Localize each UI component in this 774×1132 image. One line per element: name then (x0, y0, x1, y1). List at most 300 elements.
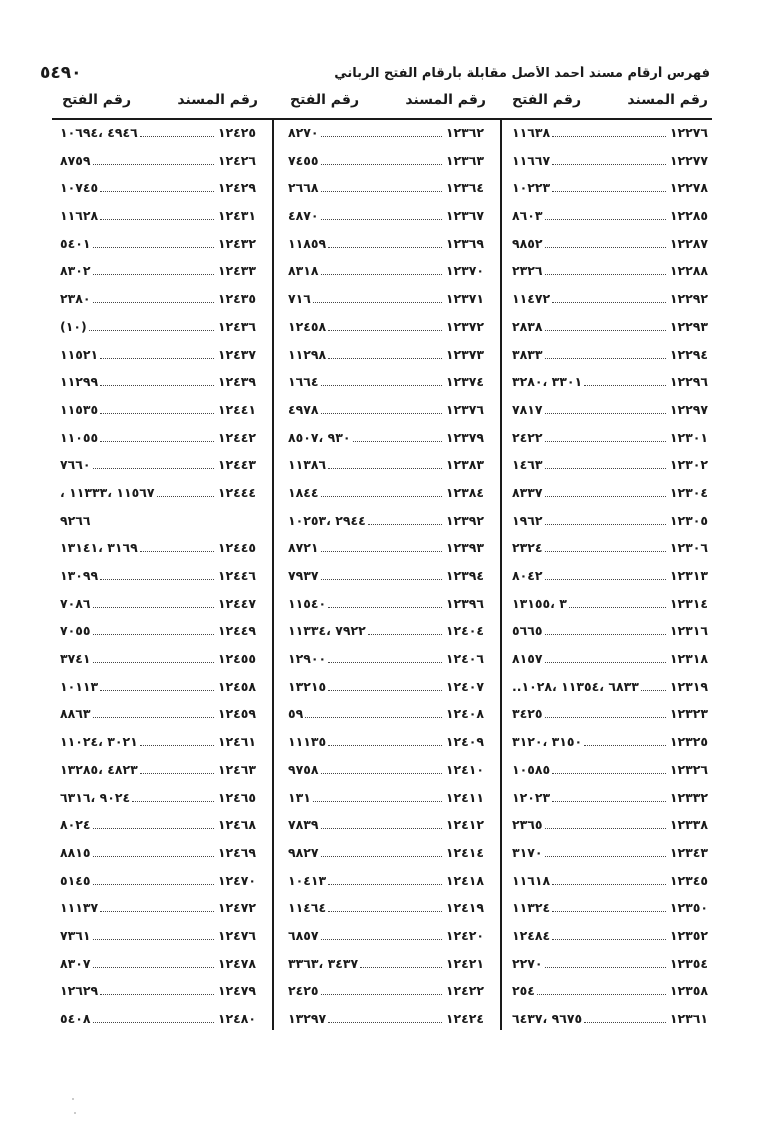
index-row (60, 895, 260, 923)
dot-leader (321, 164, 442, 165)
index-row (288, 175, 488, 203)
dot-leader (93, 468, 214, 469)
musnad-number: ١٢٤٢٤ (445, 1011, 484, 1026)
index-row (512, 923, 712, 951)
column-header-right (512, 92, 708, 116)
index-row (60, 425, 260, 453)
dot-leader (100, 385, 214, 386)
dot-leader (545, 441, 666, 442)
dot-leader (93, 164, 214, 165)
dot-leader (328, 358, 442, 359)
dot-leader (100, 413, 214, 414)
fath-number: ٢٦٦٨ (288, 180, 319, 196)
dot-leader (89, 330, 214, 331)
index-row (288, 480, 488, 508)
dot-leader (545, 274, 666, 275)
musnad-number: ١٢٤٣١ (217, 208, 256, 224)
dot-leader (552, 884, 666, 885)
dot-leader (93, 717, 214, 718)
musnad-number: ١٢٤١٨ (445, 872, 484, 888)
musnad-number: ١٢٣٧١ (445, 291, 484, 307)
musnad-number: ١٢٣٨٤ (445, 484, 484, 500)
musnad-number: ١٢٣١٤ (669, 595, 708, 611)
musnad-number: ١٢٤٧٩ (217, 983, 256, 999)
fath-number: ١١٤٧٢ (512, 291, 551, 307)
musnad-number: ١٢٢٩٢ (669, 291, 708, 307)
index-row (60, 563, 260, 591)
dot-leader (545, 468, 666, 469)
musnad-number: ١٢٣٩٢ (445, 512, 484, 528)
musnad-number: ١٢٣٠٥ (669, 512, 708, 528)
header-fath-label: رقم الفتح (290, 92, 360, 108)
dot-leader (545, 496, 666, 497)
fath-number: ٧٨١٧ (512, 401, 543, 417)
musnad-number: ١٢٣١٣ (669, 568, 708, 583)
dot-leader (328, 607, 442, 608)
index-row (512, 563, 712, 591)
musnad-number: ١٢٤٦٣ (217, 761, 256, 777)
musnad-number: ١٢٤٧٦ (217, 927, 256, 943)
index-row (512, 618, 712, 646)
musnad-number: ١٢٤٠٧ (445, 678, 484, 694)
dot-leader (321, 994, 442, 995)
index-row (288, 757, 488, 785)
index-row (512, 480, 712, 508)
fath-number: (١٠) (60, 318, 87, 334)
dot-leader (328, 468, 442, 469)
index-row (288, 231, 488, 259)
fath-number: ١٢٦٢٩ (60, 983, 99, 999)
index-column-right (512, 120, 712, 1030)
musnad-number: ١٢٤٠٦ (445, 651, 484, 667)
index-row (512, 231, 712, 259)
index-row (288, 314, 488, 342)
index-row (288, 425, 488, 453)
index-row (288, 563, 488, 591)
musnad-number: ١٢٣٣٨ (669, 817, 708, 833)
index-row (512, 314, 712, 342)
fath-number: ٩٢٦٦ (60, 512, 91, 528)
fath-number: ١١١٣٥ (288, 734, 327, 750)
musnad-number: ١٢٣١٨ (669, 651, 708, 667)
dot-leader (93, 247, 214, 248)
dot-leader (313, 801, 442, 802)
fath-number: ٧٨٣٩ (288, 817, 319, 833)
fath-number: ١١٦٣٨ (512, 125, 551, 140)
index-row (60, 535, 260, 563)
index-row (288, 923, 488, 951)
fath-number: ٧٩٢٢ ،١١٣٣٤ (288, 623, 366, 639)
dot-leader (545, 662, 666, 663)
musnad-number: ١٢٤١٠ (445, 761, 484, 777)
index-row (512, 342, 712, 370)
fath-number: ١١٢٩٨ (288, 346, 327, 362)
dot-leader (321, 828, 442, 829)
index-row (512, 812, 712, 840)
musnad-number: ١٢٣٩٦ (445, 595, 484, 611)
musnad-number: ١٢٤٣٣ (217, 263, 256, 279)
musnad-number: ١٢٤٢٥ (217, 125, 256, 140)
dot-leader (321, 191, 442, 192)
index-row (288, 286, 488, 314)
dot-leader (545, 551, 666, 552)
fath-number: ١١٥٤٠ (288, 595, 327, 611)
dot-leader (545, 717, 666, 718)
running-title: فهرس أرقام مسند أحمد الأصل مقابلة بأرقام الفتح الرباني (334, 66, 710, 81)
musnad-number: ١٢٤٥٥ (217, 651, 256, 667)
index-row (512, 840, 712, 868)
musnad-number: ١٢٣٦٤ (445, 180, 484, 196)
header-musnad-label: رقم المسند (627, 92, 708, 108)
musnad-number: ١٢٤٨٠ (217, 1011, 256, 1026)
fath-number: ٨١٥٧ (512, 651, 543, 667)
dot-leader (552, 136, 666, 137)
musnad-number: ١٢٣٥٨ (669, 983, 708, 999)
musnad-number: ١٢٤٤١ (217, 401, 256, 417)
fath-number: ٢٢٧٠ (512, 955, 543, 971)
index-row (512, 1006, 712, 1034)
index-row (60, 591, 260, 619)
fath-number: ٨٧٢١ (288, 540, 319, 556)
fath-number: ٧٣٦١ (60, 927, 91, 943)
musnad-number: ١٢٣٥٢ (669, 927, 708, 943)
musnad-number: ١٢٣٤٣ (669, 844, 708, 860)
musnad-number: ١٢٣٧٣ (445, 346, 484, 362)
dot-leader (321, 274, 442, 275)
musnad-number: ١٢٣٧٤ (445, 374, 484, 390)
index-row (60, 840, 260, 868)
index-row (512, 895, 712, 923)
index-row (288, 674, 488, 702)
index-row (512, 591, 712, 619)
musnad-number: ١٢٤١١ (445, 789, 484, 805)
fath-number: ٨٨٦٣ (60, 706, 91, 722)
dot-leader (552, 939, 666, 940)
musnad-number: ١٢٣٦٢ (445, 125, 484, 140)
musnad-number: ١٢٣٣٢ (669, 789, 708, 805)
dot-leader (140, 773, 214, 774)
index-row (512, 646, 712, 674)
index-row (288, 508, 488, 536)
column-header-left (62, 92, 258, 116)
musnad-number: ١٢٢٩٧ (669, 401, 708, 417)
index-row (512, 674, 712, 702)
fath-number: ١١٥٢١ (60, 346, 99, 362)
fath-number: ٧٠٨٦ (60, 595, 91, 611)
fath-number: ١٠١١٣ (60, 678, 99, 694)
index-row (288, 785, 488, 813)
musnad-number: ١٢٤٢٢ (445, 983, 484, 999)
index-row (288, 729, 488, 757)
index-row (60, 951, 260, 979)
fath-number: ٣٠٢١ ،١١٠٢٤ (60, 734, 138, 750)
header-musnad-label: رقم المسند (177, 92, 258, 108)
index-row (60, 286, 260, 314)
musnad-number: ١٢٢٩٦ (669, 374, 708, 390)
fath-number: ١٠٧٤٥ (60, 180, 99, 196)
fath-number: ١٠٤١٣ (288, 872, 327, 888)
fath-number: ١٨٤٤ (288, 484, 319, 500)
dot-leader (321, 219, 442, 220)
index-row (60, 618, 260, 646)
musnad-number: ١٢٤١٩ (445, 900, 484, 916)
musnad-number: ١٢٣٢٥ (669, 734, 708, 750)
index-row (512, 175, 712, 203)
dot-leader (93, 856, 214, 857)
fath-number: ١٣٠٩٩ (60, 568, 99, 583)
musnad-number: ١٢٤٣٥ (217, 291, 256, 307)
index-row (512, 258, 712, 286)
index-row (288, 1006, 488, 1034)
fath-number: ٨٠٢٤ (60, 817, 91, 833)
dot-leader (552, 773, 666, 774)
fath-number: ٩٠٢٤ ،٦٣١٦ (60, 789, 131, 805)
index-row (60, 701, 260, 729)
index-row (512, 397, 712, 425)
dot-leader (641, 690, 666, 691)
scan-speck (74, 1112, 76, 1114)
dot-leader (552, 302, 666, 303)
musnad-number: ١٢٤٠٩ (445, 734, 484, 750)
index-column-left (60, 120, 260, 1030)
index-row (288, 840, 488, 868)
dot-leader (321, 551, 442, 552)
fath-number: ٥٩ (288, 706, 304, 722)
musnad-number: ١٢٤٤٥ (217, 540, 256, 556)
scan-speck (72, 1098, 74, 1100)
fath-number: ٣٧٤١ (60, 651, 91, 667)
index-row (288, 342, 488, 370)
index-row (288, 369, 488, 397)
fath-number: ٣٣٠١ ،٣٢٨٠ (512, 374, 583, 390)
index-row (512, 978, 712, 1006)
dot-leader (584, 745, 666, 746)
index-row (512, 951, 712, 979)
dot-leader (321, 773, 442, 774)
index-row (60, 646, 260, 674)
dot-leader (360, 967, 442, 968)
dot-leader (545, 967, 666, 968)
index-row (60, 342, 260, 370)
fath-number: ٢٣٢٦ (512, 263, 543, 279)
dot-leader (100, 358, 214, 359)
dot-leader (328, 330, 442, 331)
musnad-number: ١٢٣٢٦ (669, 761, 708, 777)
dot-leader (328, 690, 442, 691)
musnad-number: ١٢٤٧٨ (217, 955, 256, 971)
musnad-number: ١٢٤٦٥ (217, 789, 256, 805)
dot-leader (93, 662, 214, 663)
fath-number: ١٤٦٣ (512, 457, 543, 473)
fath-number: ٢٨٣٨ (512, 318, 543, 334)
fath-number: ٣٤٣٧ ،٣٣٦٣ (288, 955, 359, 971)
index-row (60, 1006, 260, 1034)
fath-number: ١٠٥٨٥ (512, 761, 551, 777)
dot-leader (100, 994, 214, 995)
musnad-number: ١٢٣١٩ (669, 678, 708, 694)
index-row (288, 148, 488, 176)
musnad-number: ١٢٣٠١ (669, 429, 708, 445)
dot-leader (545, 330, 666, 331)
index-row (60, 175, 260, 203)
index-row (512, 452, 712, 480)
dot-leader (321, 856, 442, 857)
column-header-middle (290, 92, 486, 116)
index-row (60, 314, 260, 342)
fath-number: ٨٣٣٧ (512, 484, 543, 500)
musnad-number: ١٢٢٨٥ (669, 208, 708, 224)
fath-number: ١١٥٦٧ ،١١٣٣٣ ، (60, 484, 155, 500)
page-number: ٥٤٩٠ (40, 63, 82, 83)
dot-leader (545, 828, 666, 829)
musnad-number: ١٢٣٩٣ (445, 540, 484, 556)
fath-number: ٨٠٤٢ (512, 568, 543, 583)
musnad-number: ١٢٣٦٩ (445, 235, 484, 251)
index-row (288, 120, 488, 148)
fath-number: ٢٤٢٢ (512, 429, 543, 445)
musnad-number: ١٢٤٧٢ (217, 900, 256, 916)
index-row (60, 148, 260, 176)
dot-leader (93, 967, 214, 968)
fath-number: ١١٣٢٤ (512, 900, 551, 916)
dot-leader (545, 579, 666, 580)
fath-number: ٧٠٥٥ (60, 623, 91, 639)
fath-number: ١١٦١٨ (512, 872, 551, 888)
musnad-number: ١٢٢٩٤ (669, 346, 708, 362)
dot-leader (328, 911, 442, 912)
header-musnad-label: رقم المسند (405, 92, 486, 108)
dot-leader (552, 191, 666, 192)
musnad-number: ١٢٤٧٠ (217, 872, 256, 888)
dot-leader (157, 496, 214, 497)
header-fath-label: رقم الفتح (62, 92, 132, 108)
dot-leader (321, 136, 442, 137)
musnad-number: ١٢٢٨٧ (669, 235, 708, 251)
fath-number: ١٣١ (288, 789, 311, 805)
index-row (288, 258, 488, 286)
dot-leader (100, 441, 214, 442)
index-row (60, 120, 260, 148)
musnad-number: ١٢٤٢٩ (217, 180, 256, 196)
fath-number: ٤٩٤٦ ،١٠٦٩٤ (60, 125, 138, 140)
fath-number: ١١٨٥٩ (288, 235, 327, 251)
musnad-number: ١٢٤٢٠ (445, 927, 484, 943)
index-row (288, 895, 488, 923)
fath-number: ٤٩٧٨ (288, 401, 319, 417)
dot-leader (321, 496, 442, 497)
musnad-number: ١٢٤٦١ (217, 734, 256, 750)
dot-leader (368, 524, 442, 525)
musnad-number: ١٢٢٧٦ (669, 125, 708, 140)
index-row (512, 286, 712, 314)
dot-leader (140, 551, 214, 552)
fath-number: ١٩٦٢ (512, 512, 543, 528)
dot-leader (584, 385, 666, 386)
musnad-number: ١٢٤١٤ (445, 844, 484, 860)
musnad-number: ١٢٤٤٣ (217, 457, 256, 473)
fath-number: ٨٣٠٧ (60, 955, 91, 971)
musnad-number: ١٢٤٤٧ (217, 595, 256, 611)
musnad-number: ١٢٣٤٥ (669, 872, 708, 888)
header-fath-label: رقم الفتح (512, 92, 582, 108)
dot-leader (545, 634, 666, 635)
dot-leader (132, 801, 214, 802)
index-row (512, 785, 712, 813)
musnad-number: ١٢٢٩٣ (669, 318, 708, 334)
musnad-number: ١٢٤٤٢ (217, 429, 256, 445)
musnad-number: ١٢٢٧٨ (669, 180, 708, 196)
musnad-number: ١٢٣٨٣ (445, 457, 484, 473)
index-row (60, 480, 260, 508)
musnad-number: ١٢٣٠٢ (669, 457, 708, 473)
fath-number: ٣٤٢٥ (512, 706, 543, 722)
musnad-number: ١٢٣٥٤ (669, 955, 708, 971)
fath-number: ١٢٤٥٨ (288, 318, 327, 334)
fath-number: ٢٣٦٥ (512, 817, 543, 833)
dot-leader (368, 634, 442, 635)
fath-number: ١٢٩٠٠ (288, 651, 327, 667)
musnad-number: ١٢٤٣٧ (217, 346, 256, 362)
dot-leader (100, 579, 214, 580)
fath-number: ٩٨٢٧ (288, 844, 319, 860)
index-row (512, 120, 712, 148)
musnad-number: ١٢٤٢١ (445, 955, 484, 971)
fath-number: ١١٢٩٩ (60, 374, 99, 390)
fath-number: ٥٤٠٨ (60, 1011, 91, 1026)
musnad-number: ١٢٤٦٨ (217, 817, 256, 833)
dot-leader (353, 441, 442, 442)
fath-number: ٢٤٢٥ (288, 983, 319, 999)
index-row (60, 785, 260, 813)
fath-number: ٩٨٥٢ (512, 235, 543, 251)
dot-leader (569, 607, 666, 608)
dot-leader (584, 1022, 666, 1023)
fath-number: ١١٠٥٥ (60, 429, 99, 445)
dot-leader (328, 247, 442, 248)
dot-leader (321, 939, 442, 940)
fath-number: ١٦٦٤ (288, 374, 319, 390)
fath-number: ٨٦٠٣ (512, 208, 543, 224)
dot-leader (552, 911, 666, 912)
fath-number: ١٢٠٢٣ (512, 789, 551, 805)
index-row (288, 535, 488, 563)
dot-leader (552, 164, 666, 165)
dot-leader (305, 717, 442, 718)
index-row (512, 425, 712, 453)
musnad-number: ١٢٣٧٩ (445, 429, 484, 445)
fath-number: ٨٣١٨ (288, 263, 319, 279)
fath-number: ١٣٢٩٧ (288, 1011, 327, 1026)
dot-leader (313, 302, 442, 303)
fath-number: ١١٤٦٤ (288, 900, 327, 916)
index-row (60, 812, 260, 840)
dot-leader (545, 413, 666, 414)
dot-leader (93, 274, 214, 275)
fath-number: ٣١٥٠ ،٣١٢٠ (512, 734, 583, 750)
fath-number: ٦٨٥٧ (288, 927, 319, 943)
dot-leader (140, 745, 214, 746)
musnad-number: ١٢٣٧٠ (445, 263, 484, 279)
dot-leader (545, 219, 666, 220)
fath-number: ١٠٢٢٣ (512, 180, 551, 196)
fath-number: ٣٨٣٣ (512, 346, 543, 362)
dot-leader (93, 302, 214, 303)
dot-leader (93, 1022, 214, 1023)
musnad-number: ١٢٢٧٧ (669, 152, 708, 168)
fath-number: ١١٦٦٧ (512, 152, 551, 168)
index-row (288, 452, 488, 480)
musnad-number: ١٢٤٤٩ (217, 623, 256, 639)
